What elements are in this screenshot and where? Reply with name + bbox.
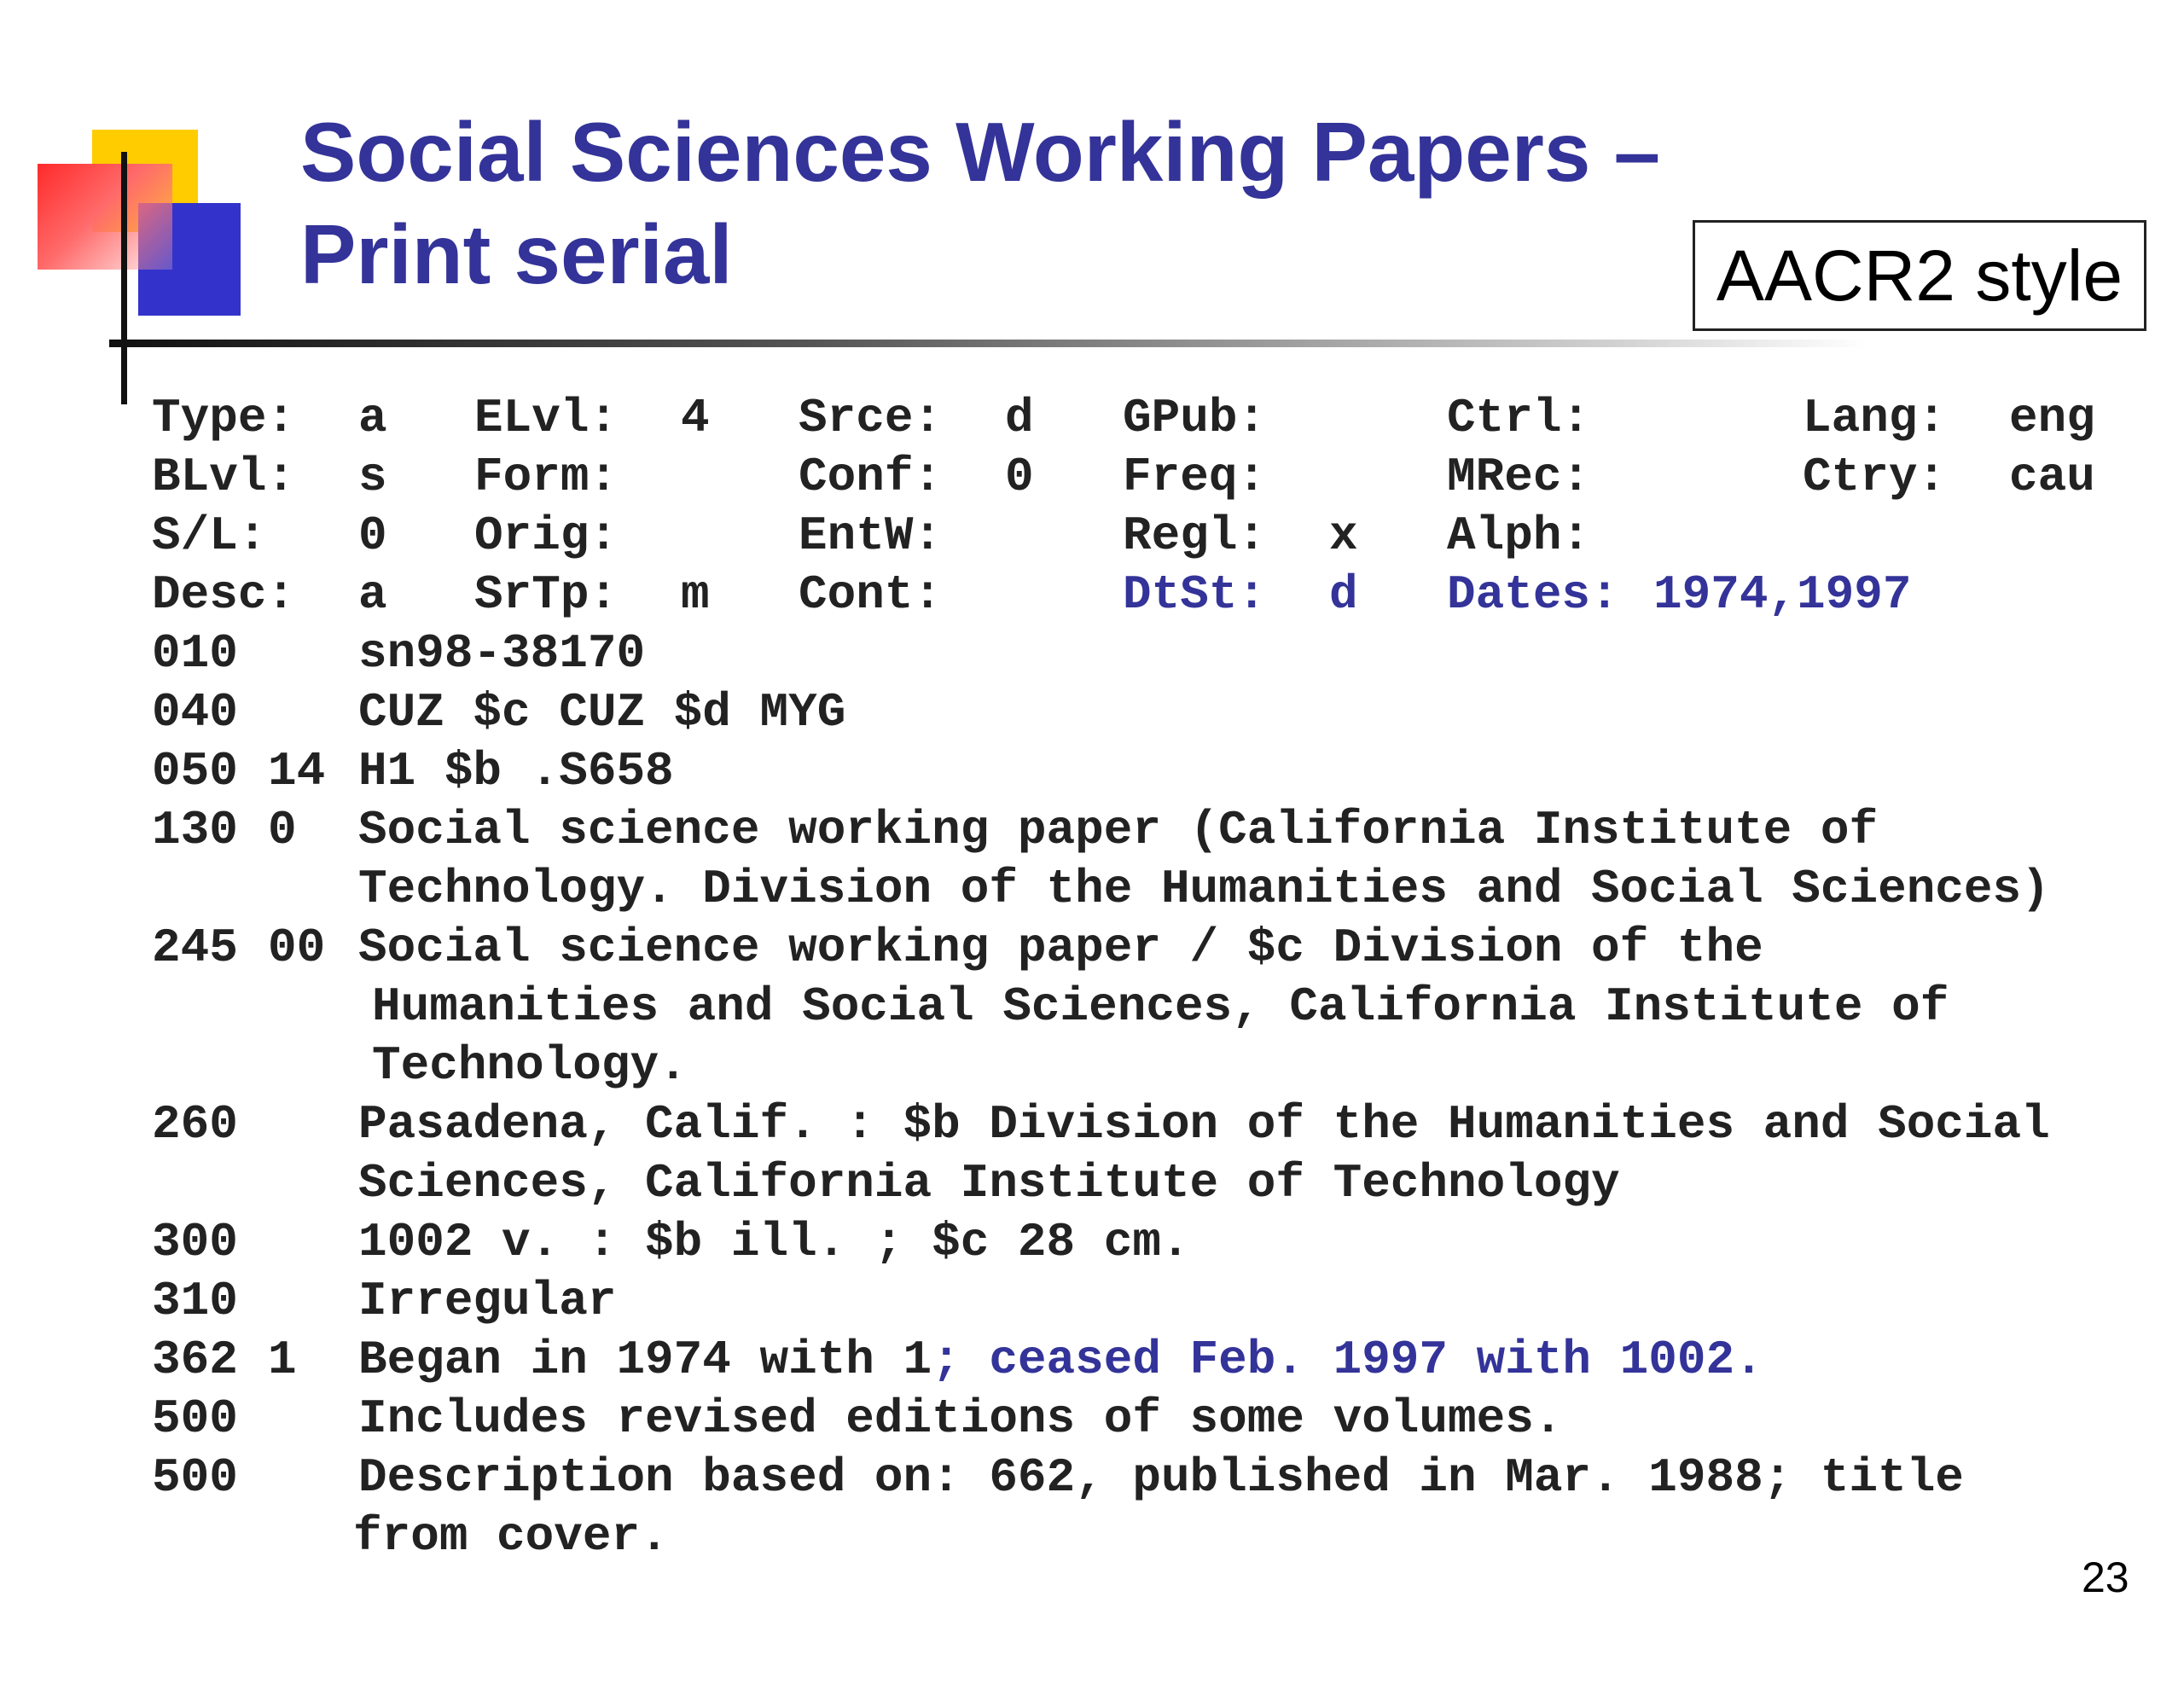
ff-label-srce: Srce: xyxy=(799,391,943,445)
fixed-field-row xyxy=(152,566,2114,624)
field-text-line-1: Pasadena, Calif. : $b Division of the Humanities and Social xyxy=(358,1097,2050,1152)
ff-label-dtst: DtSt: xyxy=(1123,567,1267,622)
ff-value-elvl: 4 xyxy=(681,391,710,445)
field-text: Irregular xyxy=(358,1274,617,1328)
marc-field-245-cont xyxy=(152,978,2114,1037)
decor-vertical-rule xyxy=(121,152,127,404)
field-text-line-1: Description based on: 662, published in Mar. 1988; title xyxy=(358,1450,1964,1505)
ff-label-entw: EntW: xyxy=(799,508,943,563)
ff-value-sl: 0 xyxy=(358,508,387,563)
marc-field-500 xyxy=(152,1449,2114,1507)
field-text-began: Began in 1974 with 1 xyxy=(358,1333,932,1387)
marc-field-260 xyxy=(152,1095,2114,1154)
field-text-line-3: Technology. xyxy=(372,1038,688,1093)
field-text-line-2: Sciences, California Institute of Technology xyxy=(358,1156,1620,1211)
field-text: CUZ $c CUZ $d MYG xyxy=(358,685,846,740)
fixed-field-row xyxy=(152,507,2114,566)
title-underline-rule xyxy=(109,340,1867,347)
marc-field-362 xyxy=(152,1331,2114,1390)
field-text: H1 $b .S658 xyxy=(358,744,674,798)
field-tag: 040 xyxy=(152,685,238,740)
ff-label-freq: Freq: xyxy=(1123,450,1267,504)
marc-field-130 xyxy=(152,801,2114,860)
field-text-line-2: Technology. Division of the Humanities and Social Sciences) xyxy=(358,862,2050,916)
ff-label-regl: Regl: xyxy=(1123,508,1267,563)
field-tag: 362 xyxy=(152,1333,238,1387)
ff-label-conf: Conf: xyxy=(799,450,943,504)
ff-label-elvl: ELvl: xyxy=(474,391,619,445)
ff-label-blvl: BLvl: xyxy=(152,450,296,504)
aacr2-style-box: AACR2 style xyxy=(1693,220,2146,331)
field-text-line-1: Social science working paper / $c Division of the xyxy=(358,920,1763,975)
ff-value-blvl: s xyxy=(358,450,387,504)
ff-value-regl: x xyxy=(1329,508,1358,563)
slide-title xyxy=(300,101,1836,305)
ff-value-conf: 0 xyxy=(1005,450,1034,504)
fixed-field-row xyxy=(152,389,2114,448)
ff-label-orig: Orig: xyxy=(474,508,619,563)
field-tag: 130 xyxy=(152,803,238,857)
page-number: 23 xyxy=(2082,1553,2129,1601)
ff-label-alph: Alph: xyxy=(1447,508,1591,563)
field-indicators: 0 xyxy=(268,803,297,857)
field-tag: 500 xyxy=(152,1391,238,1446)
marc-record xyxy=(152,389,2114,1566)
ff-label-srtp: SrTp: xyxy=(474,567,619,622)
ff-label-type: Type: xyxy=(152,391,296,445)
field-indicators: 1 xyxy=(268,1333,297,1387)
ff-value-type: a xyxy=(358,391,387,445)
ff-value-dtst: d xyxy=(1329,567,1358,622)
ff-label-sl: S/L: xyxy=(152,508,267,563)
ff-value-desc: a xyxy=(358,567,387,622)
field-tag: 300 xyxy=(152,1215,238,1269)
field-text-ceased: ; ceased Feb. 1997 with 1002. xyxy=(932,1333,1763,1387)
marc-field-010 xyxy=(152,624,2114,683)
ff-value-dates: 1974,1997 xyxy=(1653,567,1912,622)
slide-title-line-2: Print serial xyxy=(300,207,733,301)
fixed-field-row xyxy=(152,448,2114,507)
field-tag: 050 xyxy=(152,744,238,798)
field-text: sn98-38170 xyxy=(358,626,646,681)
ff-label-form: Form: xyxy=(474,450,619,504)
marc-field-245-cont xyxy=(152,1037,2114,1095)
slide-title-line-1: Social Sciences Working Papers – xyxy=(300,105,1661,199)
decor-red-square xyxy=(38,164,172,270)
field-text-line-2: from cover. xyxy=(353,1509,669,1564)
ff-value-ctry: cau xyxy=(2009,450,2095,504)
ff-value-lang: eng xyxy=(2009,391,2095,445)
field-tag: 010 xyxy=(152,626,238,681)
marc-field-310 xyxy=(152,1272,2114,1331)
ff-label-desc: Desc: xyxy=(152,567,296,622)
marc-field-040 xyxy=(152,683,2114,742)
field-tag: 245 xyxy=(152,920,238,975)
marc-field-050 xyxy=(152,742,2114,801)
ff-value-srce: d xyxy=(1005,391,1034,445)
marc-field-500 xyxy=(152,1390,2114,1449)
ff-label-mrec: MRec: xyxy=(1447,450,1591,504)
marc-field-500-cont xyxy=(152,1507,2114,1566)
field-text: Includes revised editions of some volumes. xyxy=(358,1391,1563,1446)
field-tag: 500 xyxy=(152,1450,238,1505)
field-text-line-2: Humanities and Social Sciences, California Institute of xyxy=(372,979,1949,1034)
marc-field-245 xyxy=(152,919,2114,978)
ff-label-lang: Lang: xyxy=(1803,391,1947,445)
field-tag: 310 xyxy=(152,1274,238,1328)
ff-label-cont: Cont: xyxy=(799,567,943,622)
ff-label-ctry: Ctry: xyxy=(1803,450,1947,504)
ff-value-srtp: m xyxy=(681,567,710,622)
marc-field-130-cont xyxy=(152,860,2114,919)
marc-field-260-cont xyxy=(152,1154,2114,1213)
ff-label-gpub: GPub: xyxy=(1123,391,1267,445)
ff-label-ctrl: Ctrl: xyxy=(1447,391,1591,445)
marc-field-300 xyxy=(152,1213,2114,1272)
field-indicators: 14 xyxy=(268,744,326,798)
ff-label-dates: Dates: xyxy=(1447,567,1619,622)
field-indicators: 00 xyxy=(268,920,326,975)
field-text: 1002 v. : $b ill. ; $c 28 cm. xyxy=(358,1215,1190,1269)
field-text-line-1: Social science working paper (California Institute of xyxy=(358,803,1879,857)
field-tag: 260 xyxy=(152,1097,238,1152)
field-text xyxy=(358,1331,1763,1390)
